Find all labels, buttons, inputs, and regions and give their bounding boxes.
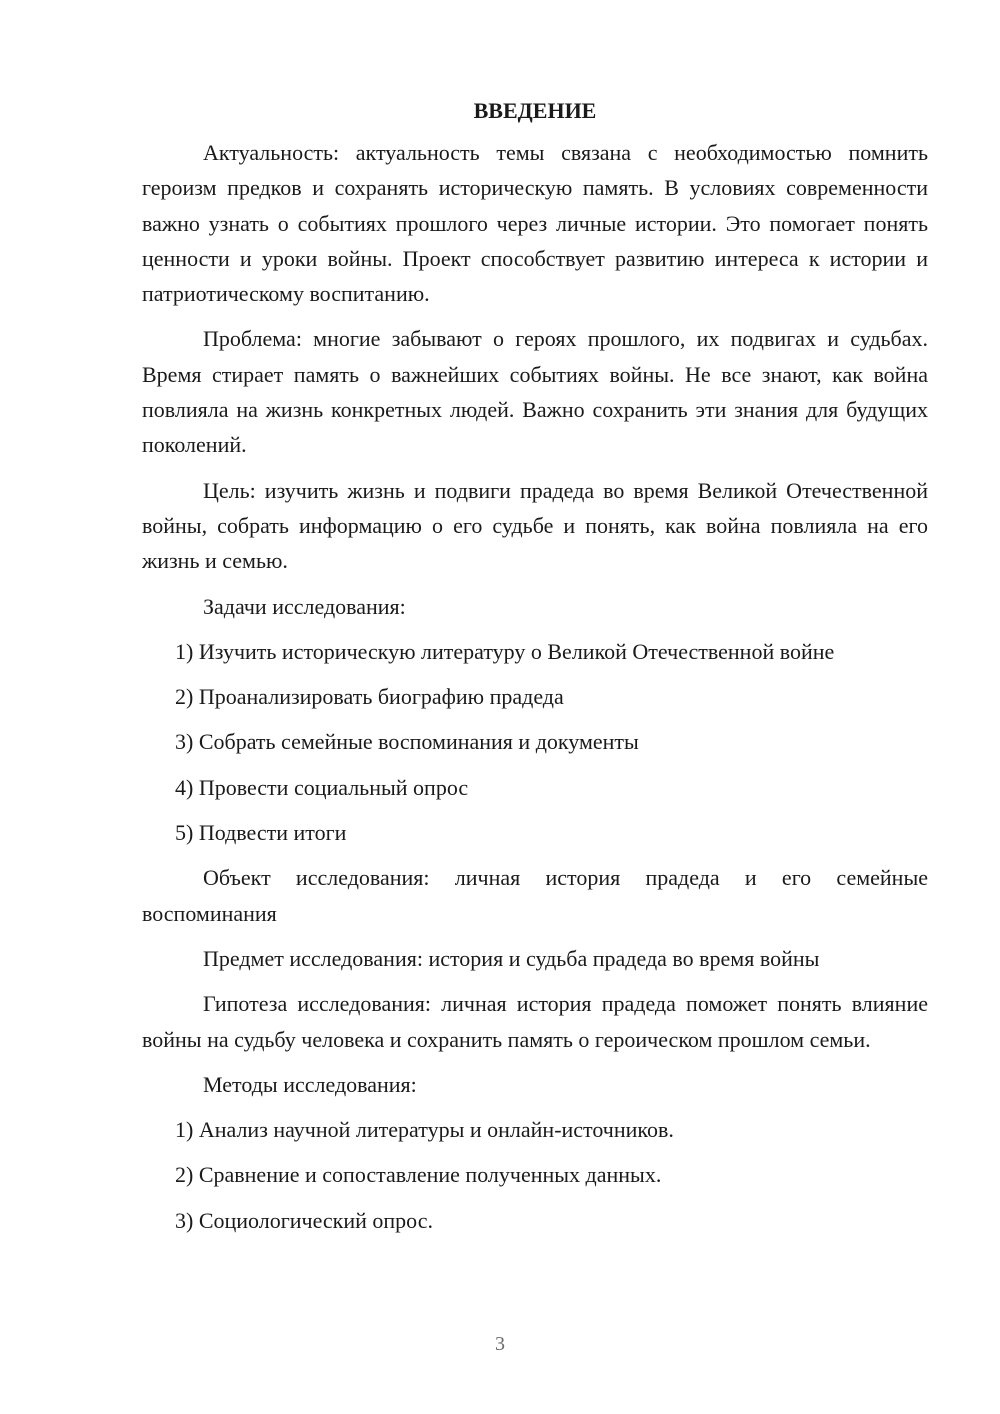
list-item: 4) Провести социальный опрос bbox=[175, 774, 469, 800]
methods-list bbox=[142, 1112, 928, 1238]
goal-paragraph: Цель: изучить жизнь и подвиги прадеда во время Великой Отечественной войны, собрать информацию о его судьбе и понять, как война повлияла на его жизнь и семью. bbox=[142, 477, 928, 574]
section-heading: ВВЕДЕНИЕ bbox=[473, 98, 597, 123]
object-paragraph: Объект исследования: личная история прадеда и его семейные воспоминания bbox=[142, 865, 928, 926]
relevance-paragraph: Актуальность: актуальность темы связана с необходимостью помнить героизм предков и сохранять историческую память. В условиях современности важно узнать о событиях прошлого через личные истории. Это помогает понять ценности и уроки войны. Проект способствует развитию интереса к истории и патриотическому воспитанию. bbox=[142, 140, 928, 307]
subject-paragraph: Предмет исследования: история и судьба прадеда во время войны bbox=[203, 945, 820, 971]
list-item: 2) Сравнение и сопоставление полученных данных. bbox=[175, 1162, 662, 1188]
list-item: 3) Социологический опрос. bbox=[175, 1207, 433, 1233]
methods-heading: Методы исследования: bbox=[203, 1071, 417, 1097]
tasks-list bbox=[142, 634, 928, 850]
list-item: 1) Анализ научной литературы и онлайн-источников. bbox=[175, 1117, 674, 1143]
document-page bbox=[142, 93, 928, 1248]
list-item: 5) Подвести итоги bbox=[175, 820, 347, 846]
list-item: 2) Проанализировать биографию прадеда bbox=[175, 684, 564, 710]
tasks-heading: Задачи исследования: bbox=[203, 593, 406, 619]
page-number: 3 bbox=[495, 1333, 505, 1355]
list-item: 3) Собрать семейные воспоминания и документы bbox=[175, 729, 639, 755]
problem-paragraph: Проблема: многие забывают о героях прошлого, их подвигах и судьбах. Время стирает память о важнейших событиях войны. Не все знают, как война повлияла на жизнь конкретных людей. Важно сохранить эти знания для будущих поколений. bbox=[142, 326, 928, 458]
list-item: 1) Изучить историческую литературу о Великой Отечественной войне bbox=[175, 638, 835, 664]
hypothesis-paragraph: Гипотеза исследования: личная история прадеда поможет понять влияние войны на судьбу человека и сохранить память о героическом прошлом семьи. bbox=[142, 991, 928, 1052]
